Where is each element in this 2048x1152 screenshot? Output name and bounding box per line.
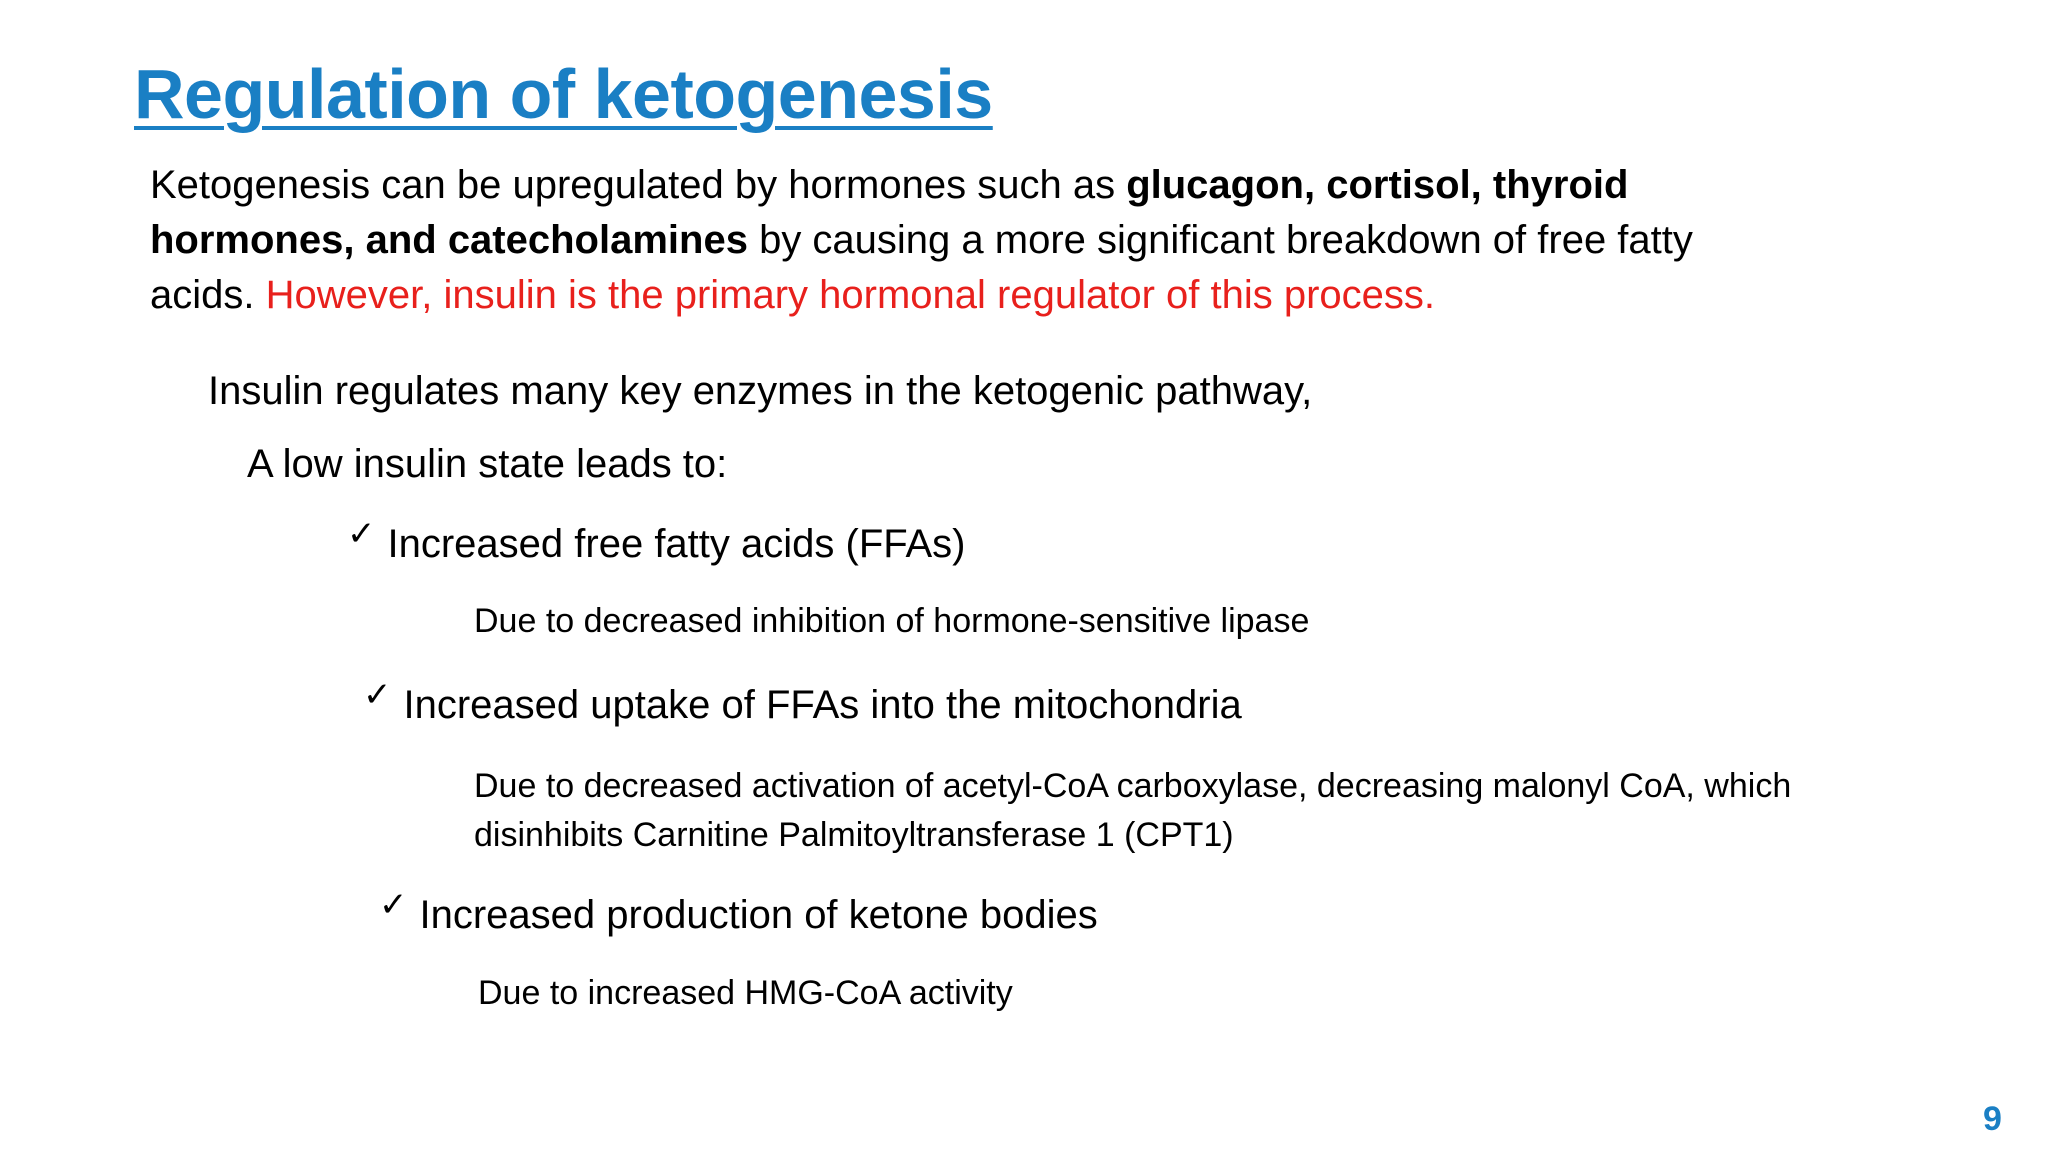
list-item xyxy=(379,885,1098,944)
list-item xyxy=(347,514,966,573)
intro-paragraph xyxy=(150,158,1790,323)
list-item-detail: Due to decreased activation of acetyl-CoA carboxylase, decreasing malonyl CoA, which disinhibits Carnitine Palmitoyltransferase 1 (CPT1) xyxy=(474,767,1792,854)
intro-text-1: Ketogenesis can be upregulated by hormones such as xyxy=(150,163,1127,207)
page-number: 9 xyxy=(1983,1100,2002,1138)
low-insulin-line: A low insulin state leads to: xyxy=(247,442,728,486)
list-item-label: Increased production of ketone bodies xyxy=(419,893,1098,937)
intro-hormones-bold: glucagon, cortisol, thyroid hormones, and catecholamines xyxy=(150,163,1629,262)
checkmark-icon: ✓ xyxy=(363,675,392,715)
list-item-detail: Due to decreased inhibition of hormone-sensitive lipase xyxy=(474,602,1310,640)
intro-insulin-highlight: However, insulin is the primary hormonal regulator of this process. xyxy=(265,273,1436,317)
list-item-label: Increased free fatty acids (FFAs) xyxy=(387,522,966,566)
insulin-regulates-line: Insulin regulates many key enzymes in the ketogenic pathway, xyxy=(208,369,1313,413)
slide-title: Regulation of ketogenesis xyxy=(134,55,993,133)
checkmark-icon: ✓ xyxy=(347,514,376,554)
checkmark-icon: ✓ xyxy=(379,885,408,925)
list-item-label: Increased uptake of FFAs into the mitochondria xyxy=(403,683,1242,727)
list-item xyxy=(363,675,1242,734)
intro-text-2: by causing a more significant breakdown of free fatty acids. xyxy=(150,218,1693,317)
list-item-detail: Due to increased HMG-CoA activity xyxy=(478,974,1013,1012)
